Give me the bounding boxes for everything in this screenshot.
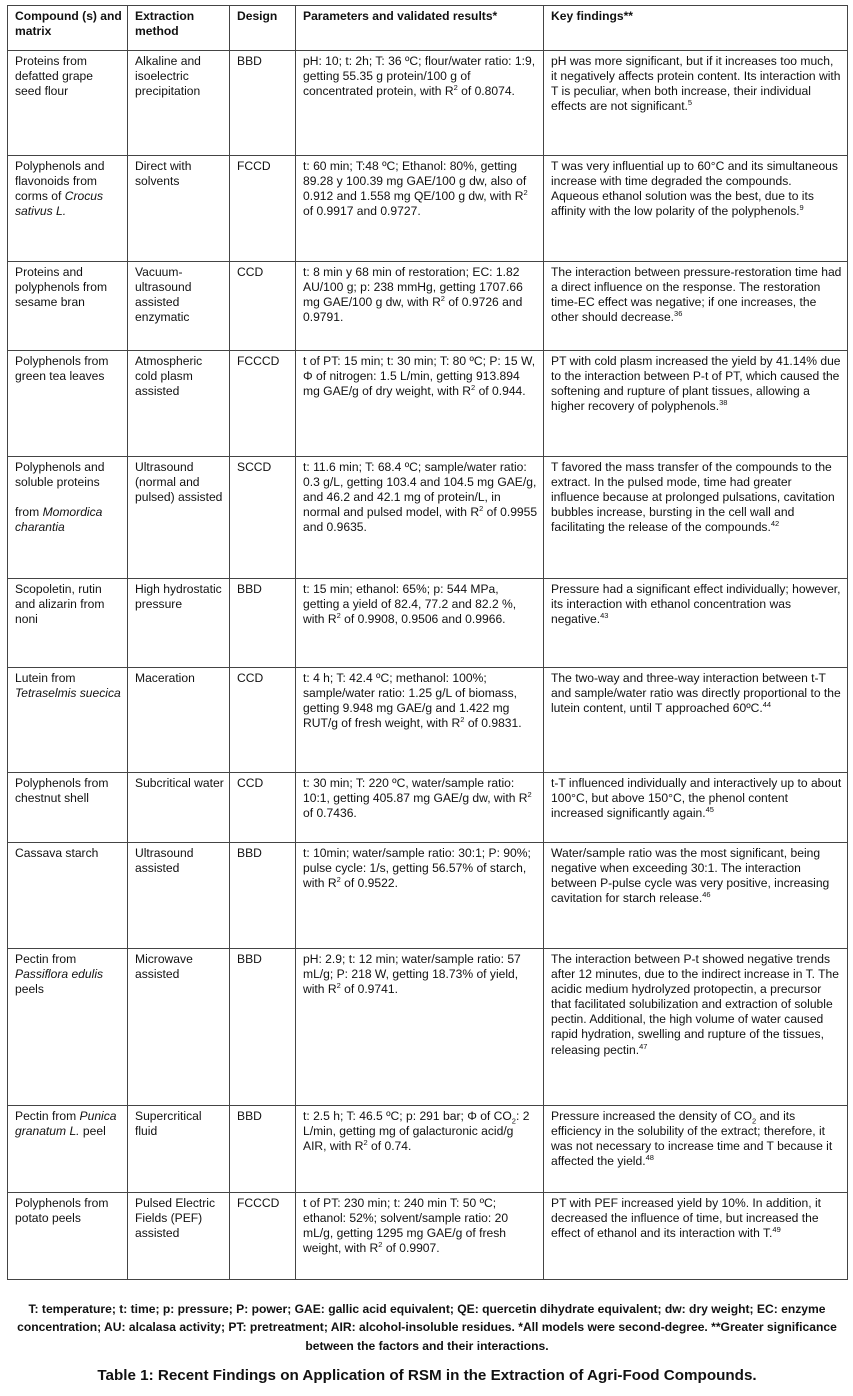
cell-compound: Lutein from Tetraselmis suecica bbox=[8, 668, 128, 773]
reference-number: 46 bbox=[702, 890, 711, 900]
cell-findings: The interaction between P-t showed negative trends after 12 minutes, due to the indirect increase in T. The acidic medium hydrolyzed protopectin, a precursor that facilitated solubilization and extraction of soluble pectin. Additional, the high volume of water caused rapid hydration, swelling and rupture of the tissues, releasing pectin.$^{47}$ bbox=[544, 949, 848, 1106]
table-row bbox=[8, 668, 848, 773]
cell-findings: The two-way and three-way interaction between t-T and sample/water ratio was directly proportional to the lutein content, until T approached 60ºC.$^{44}$ bbox=[544, 668, 848, 773]
reference-number: 42 bbox=[770, 519, 780, 529]
cell-design: BBD bbox=[230, 949, 296, 1106]
reference-number: 45 bbox=[705, 805, 714, 815]
table-row bbox=[8, 51, 848, 156]
cell-design: CCD bbox=[230, 773, 296, 843]
cell-params: t: 11.6 min; T: 68.4 ºC; sample/water ratio: 0.3 g/L, getting 103.4 and 104.5 mg GAE/g, and 46.2 and 42.1 mg of protein/L, in normal and pulsed model, with $R^2$ of 0.9955 and 0.9635. bbox=[296, 457, 544, 579]
cell-method: Maceration bbox=[128, 668, 230, 773]
cell-method: Ultrasound (normal and pulsed) assisted bbox=[128, 457, 230, 579]
table-row bbox=[8, 579, 848, 668]
header-design: Design bbox=[230, 6, 296, 51]
cell-compound: Proteins and polyphenols from sesame bran bbox=[8, 262, 128, 351]
cell-params: t: 8 min y 68 min of restoration; EC: 1.82 AU/100 g; p: 238 mmHg, getting 1707.66 mg GAE/100 g dw, with $R^2$ of 0.9726 and 0.9791. bbox=[296, 262, 544, 351]
cell-compound: Cassava starch bbox=[8, 843, 128, 949]
table-row bbox=[8, 843, 848, 949]
table-row bbox=[8, 773, 848, 843]
cell-params: t of PT: 15 min; t: 30 min; T: 80 ºC; P: 15 W, Φ of nitrogen: 1.5 L/min, getting 913.894 mg GAE/g of dry weight, with $R^2$ of 0.944. bbox=[296, 351, 544, 457]
cell-design: BBD bbox=[230, 1106, 296, 1193]
cell-design: FCCCD bbox=[230, 1193, 296, 1280]
cell-design: FCCD bbox=[230, 156, 296, 262]
reference-number: 47 bbox=[639, 1041, 648, 1051]
cell-compound: Polyphenols from potato peels bbox=[8, 1193, 128, 1280]
cell-compound: Proteins from defatted grape seed flour bbox=[8, 51, 128, 156]
cell-params: t: 4 h; T: 42.4 ºC; methanol: 100%; sample/water ratio: 1.25 g/L of biomass, getting 9.948 mg GAE/g and 1.422 mg RUT/g of fresh weight, with $R^2$ of 0.9831. bbox=[296, 668, 544, 773]
reference-number: 5 bbox=[687, 98, 693, 108]
table-caption: Table 1: Recent Findings on Application of RSM in the Extraction of Agri-Food Compounds. bbox=[97, 1367, 757, 1384]
cell-compound: Polyphenols from chestnut shell bbox=[8, 773, 128, 843]
reference-number: 43 bbox=[600, 611, 609, 621]
cell-findings: Pressure had a significant effect individually; however, its interaction with ethanol concentration was negative.$^{43}$ bbox=[544, 579, 848, 668]
table-footnote: T: temperature; t: time; p: pressure; P: power; GAE: gallic acid equivalent; QE: quercetin dihydrate equivalent; dw: dry weight; EC: enzyme concentration; AU: alcalasa activity; PT: pretreatment; AIR: alcohol-insoluble residues. *All models were second-degree. **Greater significance between the factors and their interactions. bbox=[17, 1302, 837, 1353]
cell-findings: pH was more significant, but if it increases too much, it negatively affects protein content. Its interaction with T is peculiar, when both increase, their individual effects are not significant.$^5$ bbox=[544, 51, 848, 156]
cell-method: Subcritical water bbox=[128, 773, 230, 843]
cell-params: t: 30 min; T: 220 ºC, water/sample ratio: 10:1, getting 405.87 mg GAE/g dw, with $R^2$ of 0.7436. bbox=[296, 773, 544, 843]
reference-number: 48 bbox=[645, 1153, 654, 1163]
cell-method: Atmospheric cold plasm assisted bbox=[128, 351, 230, 457]
cell-design: BBD bbox=[230, 51, 296, 156]
cell-compound: Scopoletin, rutin and alizarin from noni bbox=[8, 579, 128, 668]
cell-params: t: 15 min; ethanol: 65%; p: 544 MPa, getting a yield of 82.4, 77.2 and 82.2 %, with $R^2$ of 0.9908, 0.9506 and 0.9966. bbox=[296, 579, 544, 668]
table-row bbox=[8, 457, 848, 579]
cell-design: CCD bbox=[230, 262, 296, 351]
cell-findings: T favored the mass transfer of the compounds to the extract. In the pulsed mode, time had greater influence because at prolonged pulsations, cavitation bubbles increase, bursting in the cell wall and facilitating the release of the compounds.$^{42}$ bbox=[544, 457, 848, 579]
cell-compound: Polyphenols from green tea leaves bbox=[8, 351, 128, 457]
cell-findings: PT with cold plasm increased the yield by 41.14% due to the interaction between P-t of PT, which caused the softening and rupture of plant tissues, allowing a higher recovery of polyphenols.$^{38}$ bbox=[544, 351, 848, 457]
cell-params: pH: 2.9; t: 12 min; water/sample ratio: 57 mL/g; P: 218 W, getting 18.73% of yield, with $R^2$ of 0.9741. bbox=[296, 949, 544, 1106]
table-row bbox=[8, 1193, 848, 1280]
header-method: Extraction method bbox=[128, 6, 230, 51]
cell-design: FCCCD bbox=[230, 351, 296, 457]
cell-method: Pulsed Electric Fields (PEF) assisted bbox=[128, 1193, 230, 1280]
reference-number: 36 bbox=[674, 309, 683, 319]
cell-design: CCD bbox=[230, 668, 296, 773]
cell-method: Direct with solvents bbox=[128, 156, 230, 262]
cell-params: t: 60 min; T:48 ºC; Ethanol: 80%, getting 89.28 y 100.39 mg GAE/100 g dw, also of 0.912 and 1.558 mg QE/100 g dw, with $R^2$ of 0.9917 and 0.9727. bbox=[296, 156, 544, 262]
cell-findings: T was very influential up to 60°C and its simultaneous increase with time degraded the compounds. Aqueous ethanol solution was the best, due to its affinity with the low polarity of the polyphenols.$^9$ bbox=[544, 156, 848, 262]
cell-params: pH: 10; t: 2h; T: 36 ºC; flour/water ratio: 1:9, getting 55.35 g protein/100 g of concentrated protein, with $R^2$ of 0.8074. bbox=[296, 51, 544, 156]
cell-findings: Pressure increased the density of $CO_2$ and its efficiency in the solubility of the extract; therefore, it was not necessary to increase time and T because it affected the yield.$^{48}$ bbox=[544, 1106, 848, 1193]
cell-compound: Pectin from Punica granatum L. peel bbox=[8, 1106, 128, 1193]
cell-findings: PT with PEF increased yield by 10%. In addition, it decreased the influence of time, but increased the effect of ethanol and its interaction with T.$^{49}$ bbox=[544, 1193, 848, 1280]
cell-method: Ultrasound assisted bbox=[128, 843, 230, 949]
table-row bbox=[8, 156, 848, 262]
cell-method: Microwave assisted bbox=[128, 949, 230, 1106]
cell-method: Alkaline and isoelectric precipitation bbox=[128, 51, 230, 156]
cell-design: SCCD bbox=[230, 457, 296, 579]
cell-compound: Polyphenols and soluble proteins from Momordica charantia bbox=[8, 457, 128, 579]
cell-params: t: 2.5 h; T: 46.5 ºC; p: 291 bar; Φ of $CO_2$: 2 L/min, getting mg of galacturonic acid/g AIR, with $R^2$ of 0.74. bbox=[296, 1106, 544, 1193]
table-row bbox=[8, 949, 848, 1106]
cell-method: High hydrostatic pressure bbox=[128, 579, 230, 668]
cell-design: BBD bbox=[230, 579, 296, 668]
cell-compound: Pectin from Passiflora edulis peels bbox=[8, 949, 128, 1106]
table-header-row bbox=[8, 6, 848, 51]
header-compound: Compound (s) and matrix bbox=[8, 6, 128, 51]
reference-number: 44 bbox=[762, 700, 772, 710]
rsm-findings-table bbox=[7, 5, 848, 1280]
cell-params: t: 10min; water/sample ratio: 30:1; P: 90%; pulse cycle: 1/s, getting 56.57% of starch, with $R^2$ of 0.9522. bbox=[296, 843, 544, 949]
cell-findings: Water/sample ratio was the most significant, being negative when exceeding 30:1. The interaction between P-pulse cycle was very positive, increasing cavitation for starch release.$^{46}$ bbox=[544, 843, 848, 949]
cell-design: BBD bbox=[230, 843, 296, 949]
table-row bbox=[8, 1106, 848, 1193]
reference-number: 9 bbox=[799, 203, 804, 213]
reference-number: 49 bbox=[772, 1225, 781, 1235]
header-params: Parameters and validated results* bbox=[296, 6, 544, 51]
cell-method: Vacuum-ultrasound assisted enzymatic bbox=[128, 262, 230, 351]
table-row bbox=[8, 351, 848, 457]
cell-findings: t-T influenced individually and interactively up to about 100°C, but above 150°C, the phenol content increased significantly again.$^{45}$ bbox=[544, 773, 848, 843]
reference-number: 38 bbox=[719, 398, 728, 408]
cell-findings: The interaction between pressure-restoration time had a direct influence on the response. The restoration time-EC effect was negative; if one increases, the other should decrease.$^{36}$ bbox=[544, 262, 848, 351]
header-findings: Key findings** bbox=[544, 6, 848, 51]
cell-compound: Polyphenols and flavonoids from corms of Crocus sativus L. bbox=[8, 156, 128, 262]
cell-params: t of PT: 230 min; t: 240 min T: 50 ºC; ethanol: 52%; solvent/sample ratio: 20 mL/g, getting 1295 mg GAE/g of fresh weight, with $R^2$ of 0.9907. bbox=[296, 1193, 544, 1280]
table-row bbox=[8, 262, 848, 351]
cell-method: Supercritical fluid bbox=[128, 1106, 230, 1193]
